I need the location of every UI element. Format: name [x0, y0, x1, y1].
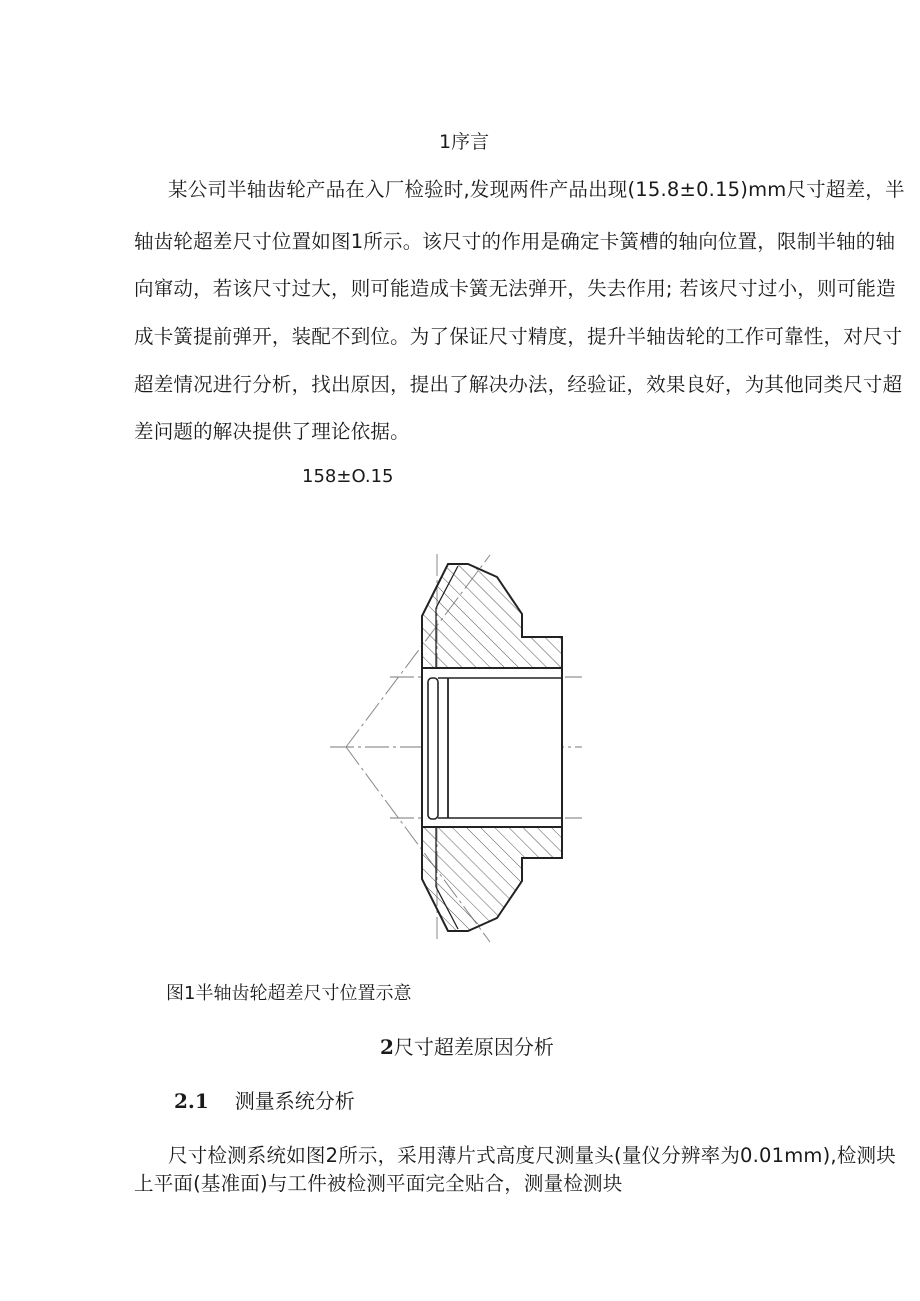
half-shaft-gear-section-drawing	[330, 550, 590, 950]
section-1-title: 1序言	[439, 131, 490, 153]
paragraph-line: 向窜动，若该尺寸过大，则可能造成卡簧无法弹开，失去作用; 若该尺寸过小，则可能造	[134, 277, 896, 300]
figure-dimension-label: 158±O.15	[302, 466, 394, 487]
section-2-title-text: 尺寸超差原因分析	[393, 1035, 554, 1059]
section-2-title	[380, 1031, 554, 1060]
paragraph-line: 成卡簧提前弹开，装配不到位。为了保证尺寸精度，提升半轴齿轮的工作可靠性，对尺寸	[134, 325, 903, 348]
paragraph-line: 上平面(基准面)与工件被检测平面完全贴合，测量检测块	[134, 1172, 623, 1195]
section-2-number: 2	[380, 1035, 394, 1059]
subsection-2-1-title	[174, 1085, 355, 1114]
paragraph-line: 差问题的解决提供了理论依据。	[134, 420, 410, 443]
paragraph-line: 超差情况进行分析，找出原因，提出了解决办法，经验证，效果良好，为其他同类尺寸超	[134, 373, 903, 396]
paragraph-line: 尺寸检测系统如图2所示，采用薄片式高度尺测量头(量仪分辨率为0.01mm),检测块	[168, 1144, 896, 1167]
paragraph-line: 某公司半轴齿轮产品在入厂检验时,发现两件产品出现(15.8±0.15)mm尺寸超差，半	[168, 178, 905, 201]
figure-caption: 图1半轴齿轮超差尺寸位置示意	[166, 983, 412, 1004]
subsection-number: 2.1	[174, 1089, 209, 1113]
subsection-title-text: 测量系统分析	[234, 1089, 355, 1113]
paragraph-line: 轴齿轮超差尺寸位置如图1所示。该尺寸的作用是确定卡簧槽的轴向位置，限制半轴的轴	[134, 230, 896, 253]
